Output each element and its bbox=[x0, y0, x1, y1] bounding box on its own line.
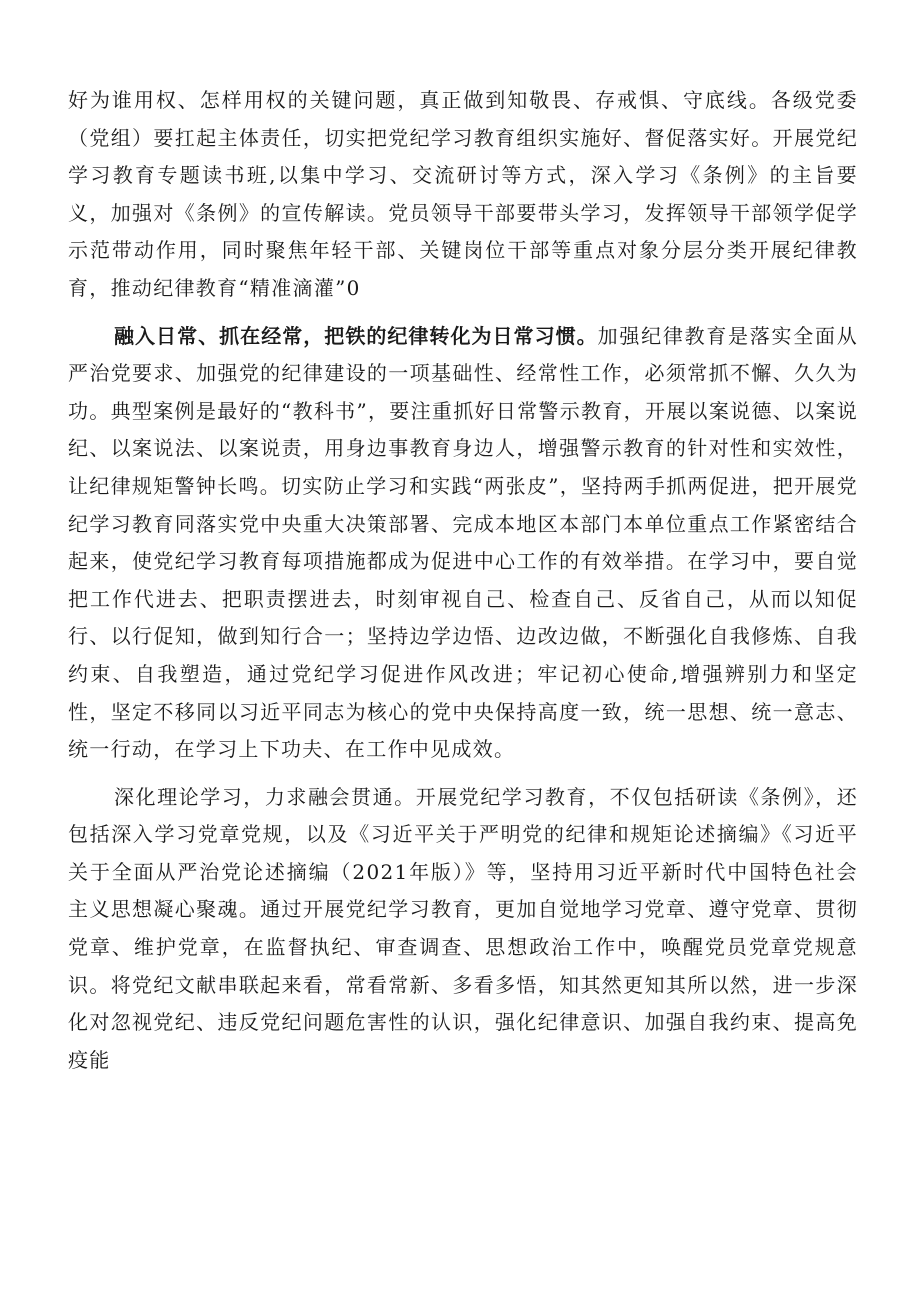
paragraph-3 bbox=[68, 779, 858, 1080]
paragraph-3-text: 深化理论学习，力求融会贯通。开展党纪学习教育，不仅包括研读《条例》，还包括深入学习党章党规，以及《习近平关于严明党的纪律和规矩论述摘编》《习近平关于全面从严治党论述摘编（2021年版）》等，坚持用习近平新时代中国特色社会主义思想凝心聚魂。通过开展党纪学习教育，更加自觉地学习党章、遵守党章、贯彻党章、维护党章，在监督执纪、审查调查、思想政治工作中，唤醒党员党章党规意识。将党纪文献串联起来看，常看常新、多看多悟，知其然更知其所以然，进一步深化对忽视党纪、违反党纪问题危害性的认识，强化纪律意识、加强自我约束、提高免疫能 bbox=[68, 784, 858, 1072]
paragraph-1 bbox=[68, 82, 858, 308]
document-page bbox=[68, 82, 858, 1089]
paragraph-1-text: 好为谁用权、怎样用权的关键问题，真正做到知敬畏、存戒惧、守底线。各级党委（党组）要扛起主体责任，切实把党纪学习教育组织实施好、督促落实好。开展党纪学习教育专题读书班,以集中学习、交流研讨等方式，深入学习《条例》的主旨要义，加强对《条例》的宣传解读。党员领导干部要带头学习，发挥领导干部领学促学示范带动作用，同时聚焦年轻干部、关键岗位干部等重点对象分层分类开展纪律教育，推动纪律教育“精准滴灌”0 bbox=[68, 88, 858, 300]
paragraph-2-lead: 融入日常、抓在经常，把铁的纪律转化为日常习惯。 bbox=[114, 323, 598, 348]
paragraph-2 bbox=[68, 318, 858, 769]
paragraph-2-text: 加强纪律教育是落实全面从严治党要求、加强党的纪律建设的一项基础性、经常性工作，必须常抓不懈、久久为功。典型案例是最好的“教科书”，要注重抓好日常警示教育，开展以案说德、以案说纪、以案说法、以案说责，用身边事教育身边人，增强警示教育的针对性和实效性，让纪律规矩警钟长鸣。切实防止学习和实践“两张皮”，坚持两手抓两促进，把开展党纪学习教育同落实党中央重大决策部署、完成本地区本部门本单位重点工作紧密结合起来，使党纪学习教育每项措施都成为促进中心工作的有效举措。在学习中，要自觉把工作代进去、把职责摆进去，时刻审视自己、检查自己、反省自己，从而以知促行、以行促知，做到知行合一；坚持边学边悟、边改边做，不断强化自我修炼、自我约束、自我塑造，通过党纪学习促进作风改进；牢记初心使命,增强辨别力和坚定性，坚定不移同以习近平同志为核心的党中央保持高度一致，统一思想、统一意志、统一行动，在学习上下功夫、在工作中见成效。 bbox=[68, 323, 858, 762]
